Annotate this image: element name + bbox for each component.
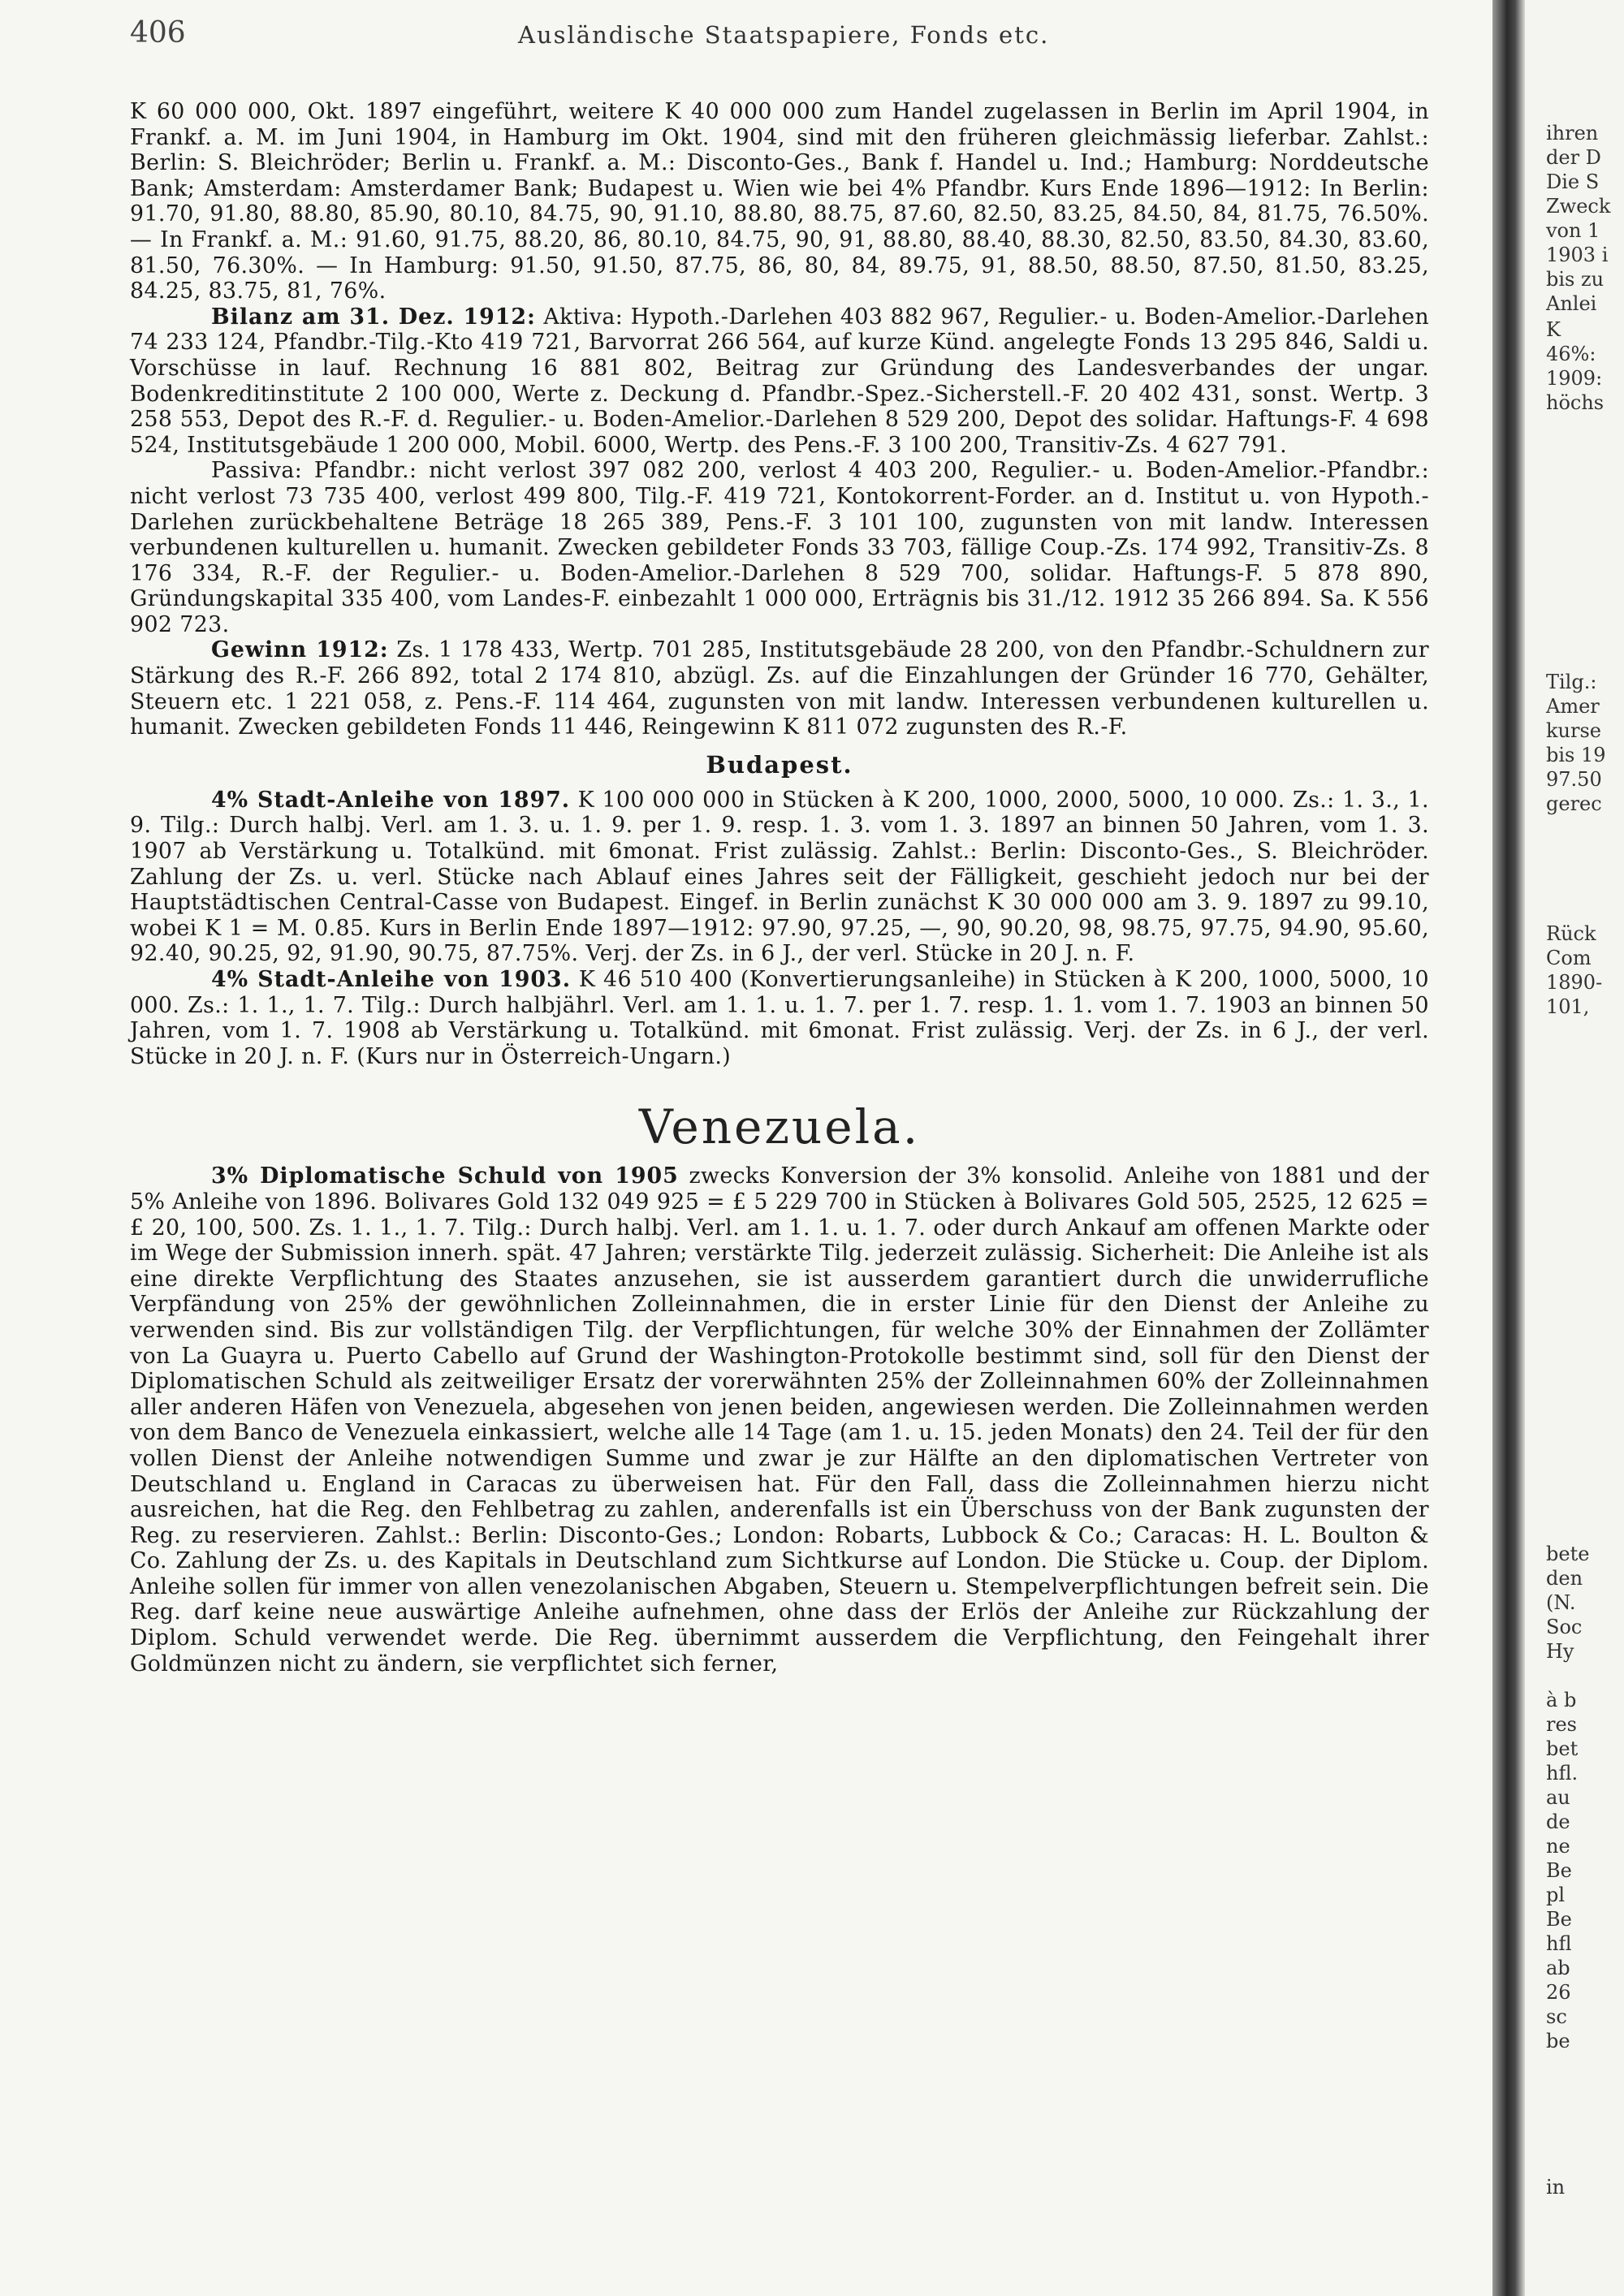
adjacent-page-fragment: 1909:: [1546, 367, 1603, 390]
passiva-paragraph: Passiva: Pfandbr.: nicht verlost 397 082 200, verlost 4 403 200, Regulier.- u. Boden-Amelior.-Pfandbr.: nicht verlost 73 735 400, verlost 499 800, Tilg.-F. 419 721, Kontokorrent-Forder. an d. Institut u. von Hypoth.-Darlehen zurückbehaltene Beträge 18 265 389, Pens.-F. 3 101 100, zugunsten von mit landw. Interessen verbundenen kulturellen u. humanit. Zwecken gebildeter Fonds 33 703, fällige Coup.-Zs. 174 992, Transitiv-Zs. 8 176 334, R.-F. der Regulier.- u. Boden-Amelior.-Darlehen 8 529 700, solidar. Haftungs-F. 5 878 890, Gründungskapital 335 400, vom Landes-F. einbezahlt 1 000 000, Erträgnis bis 31./12. 1912 35 266 894. Sa. K 556 902 723.: [130, 458, 1429, 637]
adjacent-page-fragment: Die S: [1546, 170, 1600, 193]
venezuela-text: zwecks Konversion der 3% konsolid. Anleihe von 1881 und der 5% Anleihe von 1896. Bolivares Gold 132 049 925 = £ 5 229 700 in Stücken à Bolivares Gold 505, 2525, 12 625 = £ 20, 100, 500. Zs. 1. 1., 1. 7. Tilg.: Durch halbj. Verl. am 1. 1. u. 1. 7. oder durch Ankauf am offenen Markte oder im Wege der Submission innerh. spät. 47 Jahren; verstärkte Tilg. jederzeit zulässig. Sicherheit: Die Anleihe ist als eine direkte Verpflichtung des Staates anzusehen, sie ist ausserdem garantiert durch die unwiderrufliche Verpfändung von 25% der gewöhnlichen Zolleinnahmen, die in erster Linie für den Dienst der Anleihe zu verwenden sind. Bis zur vollständigen Tilg. der Verpflichtungen, für welche 30% der Einnahmen der Zollämter von La Guayra u. Puerto Cabello auf Grund der Washington-Protokolle bestimmt sind, soll für den Dienst der Diplomatischen Schuld als zeitweiliger Ersatz der vorerwähnten 25% der Zolleinnahmen 60% der Zolleinnahmen aller anderen Häfen von Venezuela, abgesehen von jenen beiden, angewiesen werden. Die Zolleinnahmen werden von dem Banco de Venezuela einkassiert, welche alle 14 Tage (am 1. u. 15. jeden Monats) den 24. Teil der für den vollen Dienst der Anleihe notwendigen Summe und zwar je zur Hälfte an den diplomatischen Vertreter von Deutschland u. England in Caracas zu überweisen hat. Für den Fall, dass die Zolleinnahmen hierzu nicht ausreichen, hat die Reg. den Fehlbetrag zu zahlen, anderenfalls ist ein Überschuss von der Bank zugunsten der Reg. zu reservieren. Zahlst.: Berlin: Disconto-Ges.; London: Robarts, Lubbock & Co.; Caracas: H. L. Boulton & Co. Zahlung der Zs. u. des Kapitals in Deutschland zum Sichtkurse auf London. Die Stücke u. Coup. der Diplom. Anleihe sollen für immer von allen venezolanischen Abgaben, Steuern u. Stempelverpflichtungen befreit sein. Die Reg. darf keine neue auswärtige Anleihe aufnehmen, ohne dass der Erlös der Anleihe zur Rückzahlung der Diplom. Schuld verwendet werde. Die Reg. übernimmt ausserdem die Verpflichtung, den Feingehalt ihrer Goldmünzen nicht zu ändern, sie verpflichtet sich ferner,: [130, 1163, 1429, 1677]
adjacent-page-strip: [1525, 0, 1624, 2296]
adjacent-page-fragment: au: [1546, 1786, 1570, 1809]
adjacent-page-fragment: gerec: [1546, 792, 1602, 815]
adjacent-page-fragment: bis 19: [1546, 744, 1606, 766]
adjacent-page-fragment: Com: [1546, 947, 1592, 969]
adjacent-page-fragment: kurse: [1546, 719, 1601, 742]
venezuela-lead: 3% Diplomatische Schuld von 1905: [211, 1163, 679, 1189]
adjacent-page-fragment: (N.: [1546, 1591, 1576, 1614]
adjacent-page-fragment: bete: [1546, 1543, 1590, 1565]
adjacent-page-fragment: den: [1546, 1567, 1583, 1590]
adjacent-page-fragment: de: [1546, 1810, 1570, 1833]
page-number: 406: [130, 16, 186, 50]
gewinn-lead: Gewinn 1912:: [211, 637, 389, 663]
budapest-1903-lead: 4% Stadt-Anleihe von 1903.: [211, 967, 572, 992]
adjacent-page-fragment: Tilg.:: [1546, 671, 1597, 693]
adjacent-page-fragment: in: [1546, 2176, 1566, 2199]
adjacent-page-fragment: ne: [1546, 1835, 1570, 1858]
adjacent-page-fragment: 1890-: [1546, 971, 1603, 994]
venezuela-paragraph: [130, 1163, 1429, 1677]
adjacent-page-fragment: Hy: [1546, 1640, 1574, 1663]
bilanz-text: Aktiva: Hypoth.-Darlehen 403 882 967, Regulier.- u. Boden-Amelior.-Darlehen 74 233 124, Pfandbr.-Tilg.-Kto 419 721, Barvorrat 266 564, auf kurze Künd. angelegte Fonds 13 295 846, Saldi u. Vorschüsse in lauf. Rechnung 16 881 802, Beitrag zur Gründung des Landesverbandes der ungar. Bodenkreditinstitute 2 100 000, Werte z. Deckung d. Pfandbr.-Spez.-Sicherstell.-F. 20 402 431, sonst. Wertp. 3 258 553, Depot des R.-F. d. Regulier.- u. Boden-Amelior.-Darlehen 8 529 200, Depot des solidar. Haftungs-F. 4 698 524, Institutsgebäude 1 200 000, Mobil. 6000, Wertp. des Pens.-F. 3 100 200, Transitiv-Zs. 4 627 791.: [130, 304, 1430, 458]
section-heading-venezuela: Venezuela.: [638, 1099, 921, 1155]
adjacent-page-fragment: Be: [1546, 1859, 1572, 1882]
adjacent-page-fragment: von 1: [1546, 219, 1600, 242]
adjacent-page-fragment: hfl: [1546, 1932, 1572, 1955]
adjacent-page-fragment: à b: [1546, 1689, 1577, 1711]
adjacent-page-fragment: bis zu: [1546, 268, 1605, 291]
gewinn-text: Zs. 1 178 433, Wertp. 701 285, Institutsgebäude 28 200, von den Pfandbr.-Schuldnern zur Stärkung des R.-F. 266 892, total 2 174 810, abzügl. Zs. auf die Einzahlungen der Gründer 16 770, Gehälter, Steuern etc. 1 221 058, z. Pens.-F. 114 464, zugunsten von mit landw. Interessen verbundenen kulturellen u. humanit. Zwecken gebildeten Fonds 11 446, Reingewinn K 811 072 zugunsten des R.-F.: [130, 637, 1430, 740]
adjacent-page-fragment: 46%:: [1546, 343, 1596, 365]
body-text: [130, 99, 1429, 1677]
budapest-1897-paragraph: [130, 788, 1429, 967]
bilanz-paragraph: [130, 304, 1429, 459]
adjacent-page-fragment: pl: [1546, 1884, 1566, 1906]
adjacent-page-fragment: be: [1546, 2030, 1570, 2052]
adjacent-page-fragment: Zweck: [1546, 195, 1611, 218]
adjacent-page-fragment: K: [1546, 318, 1561, 341]
adjacent-page-fragment: Anlei: [1546, 292, 1597, 315]
adjacent-page-fragment: 1903 i: [1546, 244, 1609, 266]
adjacent-page-fragment: 26: [1546, 1981, 1571, 2004]
adjacent-page-fragment: ab: [1546, 1957, 1570, 1979]
adjacent-page-fragment: Soc: [1546, 1616, 1583, 1638]
bilanz-lead: Bilanz am 31. Dez. 1912:: [211, 304, 536, 330]
budapest-1903-paragraph: [130, 967, 1429, 1069]
budapest-1903-text: K 46 510 400 (Konvertierungsanleihe) in Stücken à K 200, 1000, 5000, 10 000. Zs.: 1. 1., 1. 7. Tilg.: Durch halbjährl. Verl. am 1. 1. u. 1. 7. per 1. 7. resp. 1. 1. vom 1. 7. 1903 an binnen 50 Jahren, vom 1. 7. 1908 ab Verstärkung u. Totalkünd. mit 6monat. Frist zulässig. Verj. der Zs. in 6 J., der verl. Stücke in 20 J. n. F. (Kurs nur in Österreich-Ungarn.): [130, 967, 1429, 1069]
adjacent-page-fragment: bet: [1546, 1737, 1579, 1760]
adjacent-page-fragment: sc: [1546, 2005, 1567, 2028]
adjacent-page-fragment: res: [1546, 1713, 1577, 1736]
adjacent-page-fragment: Amer: [1546, 695, 1600, 718]
adjacent-page-fragment: der D: [1546, 146, 1601, 169]
gewinn-paragraph: [130, 637, 1429, 740]
adjacent-page-fragment: ihren: [1546, 122, 1599, 145]
adjacent-page-fragment: 101,: [1546, 995, 1590, 1018]
running-title: Ausländische Staatspapiere, Fonds etc.: [518, 21, 1050, 49]
page-header: [130, 16, 1429, 57]
adjacent-page-fragment: höchs: [1546, 391, 1605, 414]
budapest-1897-text: K 100 000 000 in Stücken à K 200, 1000, 2000, 5000, 10 000. Zs.: 1. 3., 1. 9. Tilg.: Durch halbj. Verl. am 1. 3. u. 1. 9. per 1. 9. resp. 1. 3. vom 1. 3. 1897 an binnen 50 Jahren, vom 1. 3. 1907 ab Verstärkung u. Totalkünd. mit 6monat. Frist zulässig. Zahlst.: Berlin: Disconto-Ges., S. Bleichröder. Zahlung der Zs. u. verl. Stücke nach Ablauf eines Jahres seit der Fälligkeit, geschieht jedoch nur bei der Hauptstädtischen Central-Casse von Budapest. Eingef. in Berlin zunächst K 30 000 000 am 3. 9. 1897 zu 99.10, wobei K 1 = M. 0.85. Kurs in Berlin Ende 1897—1912: 97.90, 97.25, —, 90, 90.20, 98, 98.75, 97.75, 94.90, 95.60, 92.40, 90.25, 92, 91.90, 90.75, 87.75%. Verj. der Zs. in 6 J., der verl. Stücke in 20 J. n. F.: [130, 787, 1429, 967]
budapest-1897-lead: 4% Stadt-Anleihe von 1897.: [211, 787, 571, 813]
intro-paragraph: K 60 000 000, Okt. 1897 eingeführt, weitere K 40 000 000 zum Handel zugelassen in Berlin im April 1904, in Frankf. a. M. im Juni 1904, in Hamburg im Okt. 1904, sind mit den früheren gleichmässig lieferbar. Zahlst.: Berlin: S. Bleichröder; Berlin u. Frankf. a. M.: Disconto-Ges., Bank f. Handel u. Ind.; Hamburg: Norddeutsche Bank; Amsterdam: Amsterdamer Bank; Budapest u. Wien wie bei 4% Pfandbr. Kurs Ende 1896—1912: In Berlin: 91.70, 91.80, 88.80, 85.90, 80.10, 84.75, 90, 91.10, 88.80, 88.75, 87.60, 82.50, 83.25, 84.50, 84, 81.75, 76.50%. — In Frankf. a. M.: 91.60, 91.75, 88.20, 86, 80.10, 84.75, 90, 91, 88.80, 88.40, 88.30, 82.50, 83.50, 84.30, 83.60, 81.50, 76.30%. — In Hamburg: 91.50, 91.50, 87.75, 86, 80, 84, 89.75, 91, 88.50, 88.50, 87.50, 81.50, 83.25, 84.25, 83.75, 81, 76%.: [130, 99, 1429, 304]
adjacent-page-fragment: Rück: [1546, 922, 1596, 945]
adjacent-page-fragment: 97.50: [1546, 768, 1602, 791]
page-gutter-shadow: [1492, 0, 1525, 2296]
adjacent-page-fragment: hfl.: [1546, 1762, 1579, 1785]
adjacent-page-fragment: Be: [1546, 1908, 1572, 1931]
section-heading-budapest: Budapest.: [706, 750, 853, 779]
